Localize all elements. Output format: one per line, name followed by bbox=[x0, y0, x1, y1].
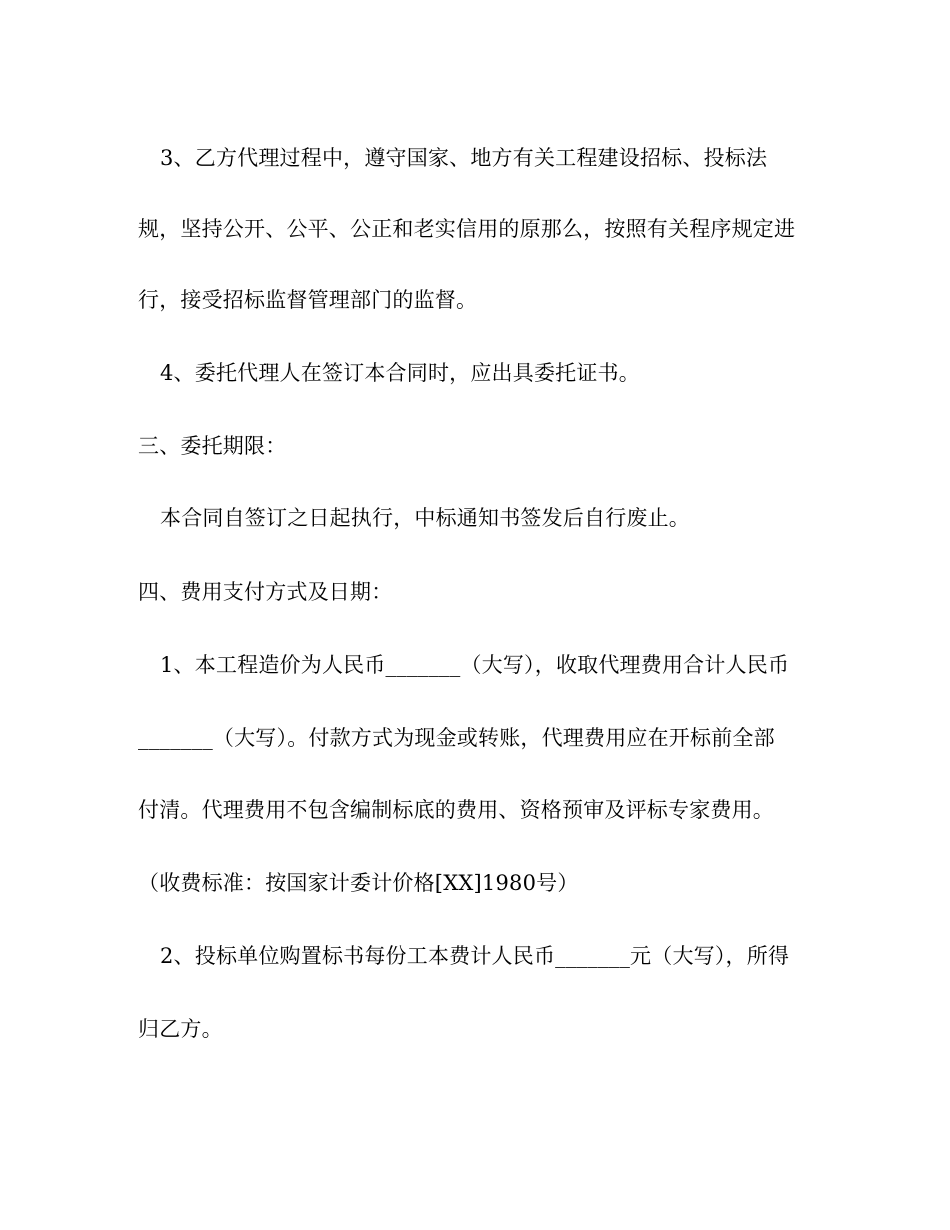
fee-standard-note: （收费标准：按国家计委计价格[XX]1980号） bbox=[138, 871, 579, 895]
payment-clause-2-line-1: 2、投标单位购置标书每份工本费计人民币_______元（大写），所得 bbox=[160, 944, 790, 968]
section-4-heading: 四、费用支付方式及日期： bbox=[138, 580, 393, 604]
payment-clause-1-line-2: _______（大写）。付款方式为现金或转账，代理费用应在开标前全部 bbox=[138, 726, 775, 750]
term-paragraph: 本合同自签订之日起执行，中标通知书签发后自行废止。 bbox=[160, 506, 690, 530]
clause-3-line-3: 行，接受招标监督管理部门的监督。 bbox=[138, 288, 478, 312]
clause-3-line-2: 规，坚持公开、公平、公正和老实信用的原那么，按照有关程序规定进 bbox=[138, 217, 796, 241]
clause-3-line-1: 3、乙方代理过程中，遵守国家、地方有关工程建设招标、投标法 bbox=[160, 146, 768, 170]
payment-clause-1-line-1: 1、本工程造价为人民币_______（大写），收取代理费用合计人民币 bbox=[160, 653, 790, 677]
payment-clause-1-line-3: 付清。代理费用不包含编制标底的费用、资格预审及评标专家费用。 bbox=[138, 798, 774, 822]
clause-4-line: 4、委托代理人在签订本合同时，应出具委托证书。 bbox=[160, 361, 640, 385]
payment-clause-2-line-2: 归乙方。 bbox=[138, 1017, 223, 1041]
section-3-heading: 三、委托期限： bbox=[138, 434, 287, 458]
